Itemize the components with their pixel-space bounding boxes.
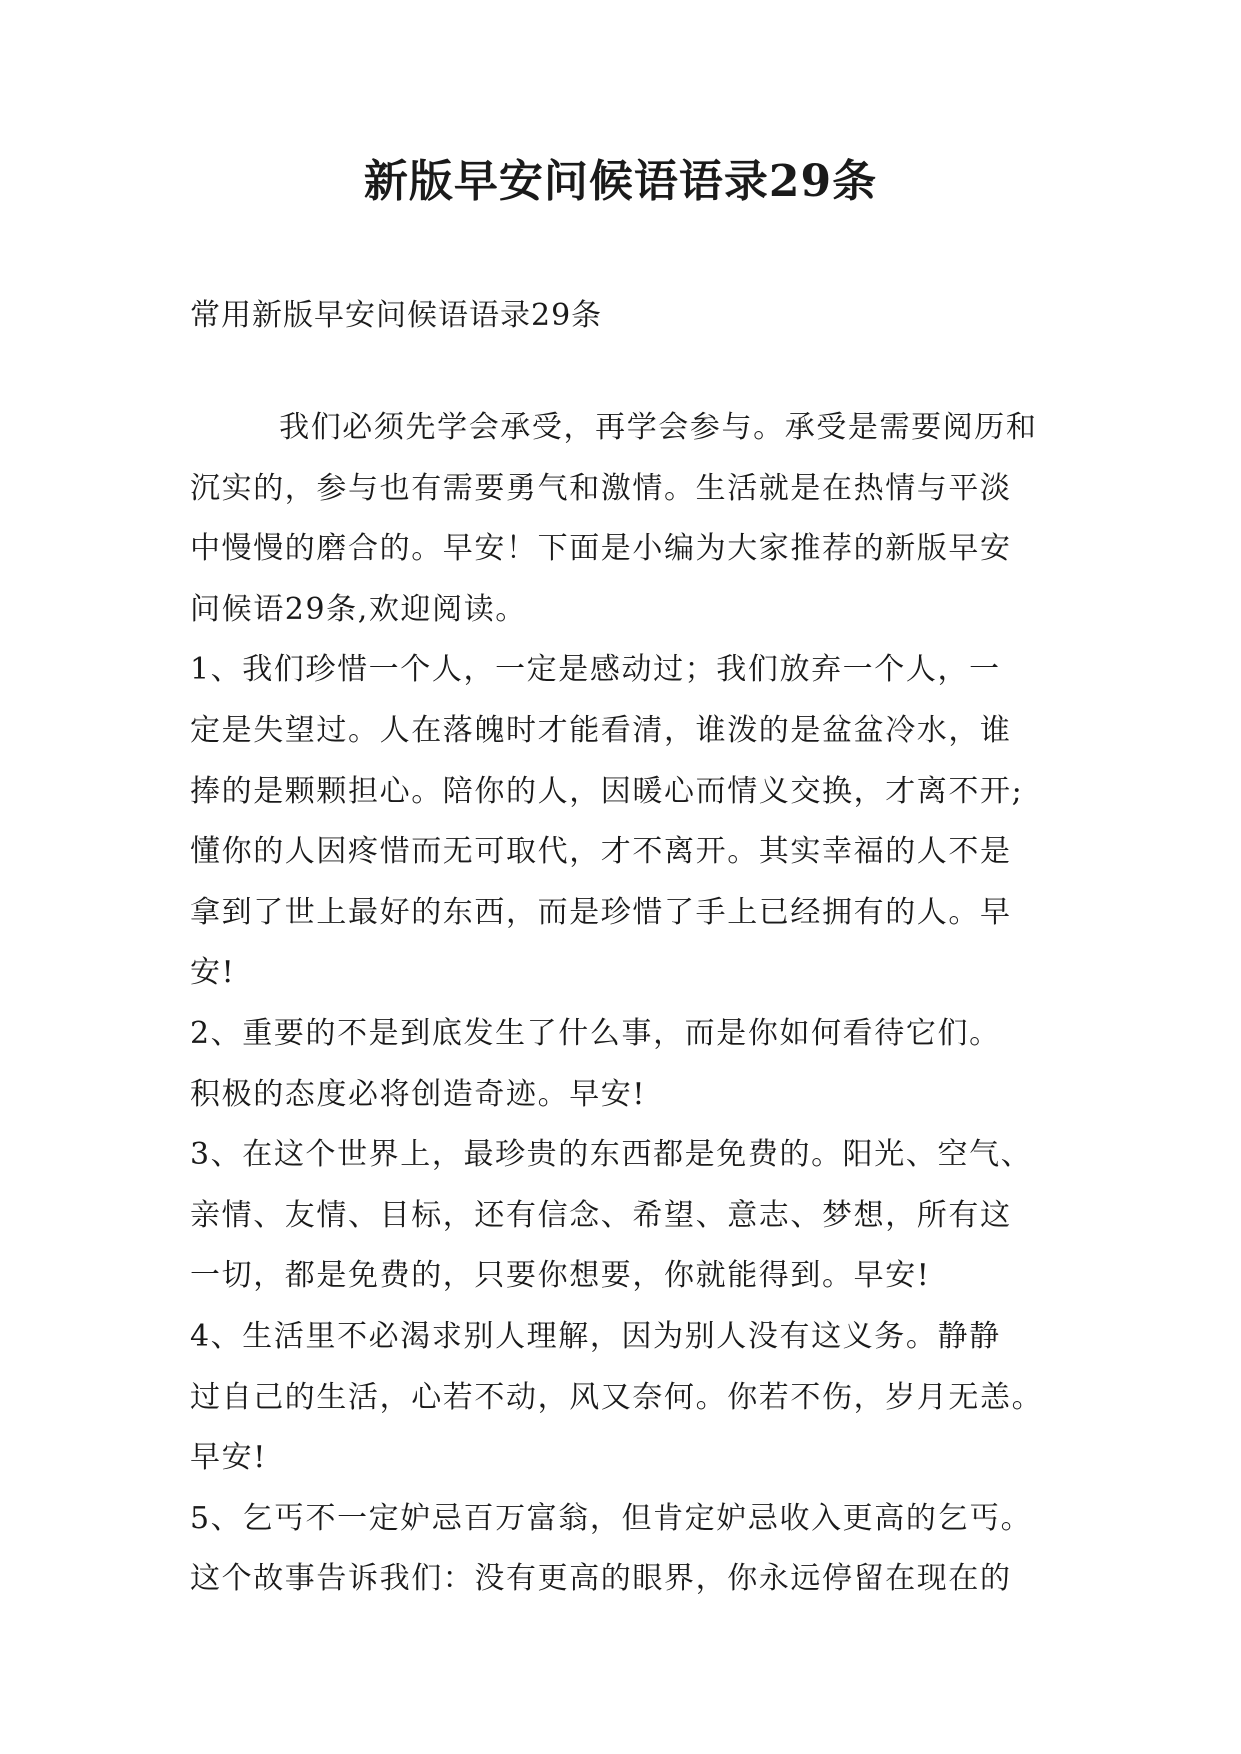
body-line: 安!: [190, 955, 236, 991]
body-line: 早安!: [190, 1440, 267, 1476]
body-line: 问候语29条,欢迎阅读。: [190, 591, 527, 627]
body-line: 1、我们珍惜一个人，一定是感动过；我们放弃一个人，一: [190, 652, 1001, 688]
body-line: 定是失望过。人在落魄时才能看清，谁泼的是盆盆冷水，谁: [190, 712, 1012, 748]
document-body: [190, 398, 1060, 1610]
body-line: 捧的是颗颗担心。陪你的人，因暖心而情义交换，才离不开;: [190, 773, 1024, 809]
body-line: 亲情、友情、目标，还有信念、希望、意志、梦想，所有这: [190, 1197, 1012, 1233]
body-line: 3、在这个世界上，最珍贵的东西都是免费的。阳光、空气、: [190, 1137, 1033, 1173]
document-title: 新版早安问候语语录29条: [363, 156, 878, 207]
body-line: 我们必须先学会承受，再学会参与。承受是需要阅历和: [190, 410, 1038, 445]
body-line: 4、生活里不必渴求别人理解，因为别人没有这义务。静静: [190, 1318, 1001, 1354]
body-line: 沉实的，参与也有需要勇气和激情。生活就是在热情与平淡: [190, 470, 1012, 506]
body-line: 这个故事告诉我们：没有更高的眼界，你永远停留在现在的: [190, 1561, 1012, 1597]
body-line: 拿到了世上最好的东西，而是珍惜了手上已经拥有的人。早: [190, 894, 1012, 930]
body-line: 中慢慢的磨合的。早安！下面是小编为大家推荐的新版早安: [190, 531, 1012, 567]
body-line: 5、乞丐不一定妒忌百万富翁，但肯定妒忌收入更高的乞丐。: [190, 1500, 1033, 1536]
body-line: 积极的态度必将创造奇迹。早安!: [190, 1076, 647, 1112]
body-line: 过自己的生活，心若不动，风又奈何。你若不伤，岁月无恙。: [190, 1379, 1044, 1415]
document-subtitle: 常用新版早安问候语语录29条: [190, 298, 603, 333]
body-line: 2、重要的不是到底发生了什么事，而是你如何看待它们。: [190, 1015, 1001, 1051]
body-line: 一切，都是免费的，只要你想要，你就能得到。早安!: [190, 1258, 931, 1294]
body-line: 懂你的人因疼惜而无可取代，才不离开。其实幸福的人不是: [190, 834, 1012, 870]
